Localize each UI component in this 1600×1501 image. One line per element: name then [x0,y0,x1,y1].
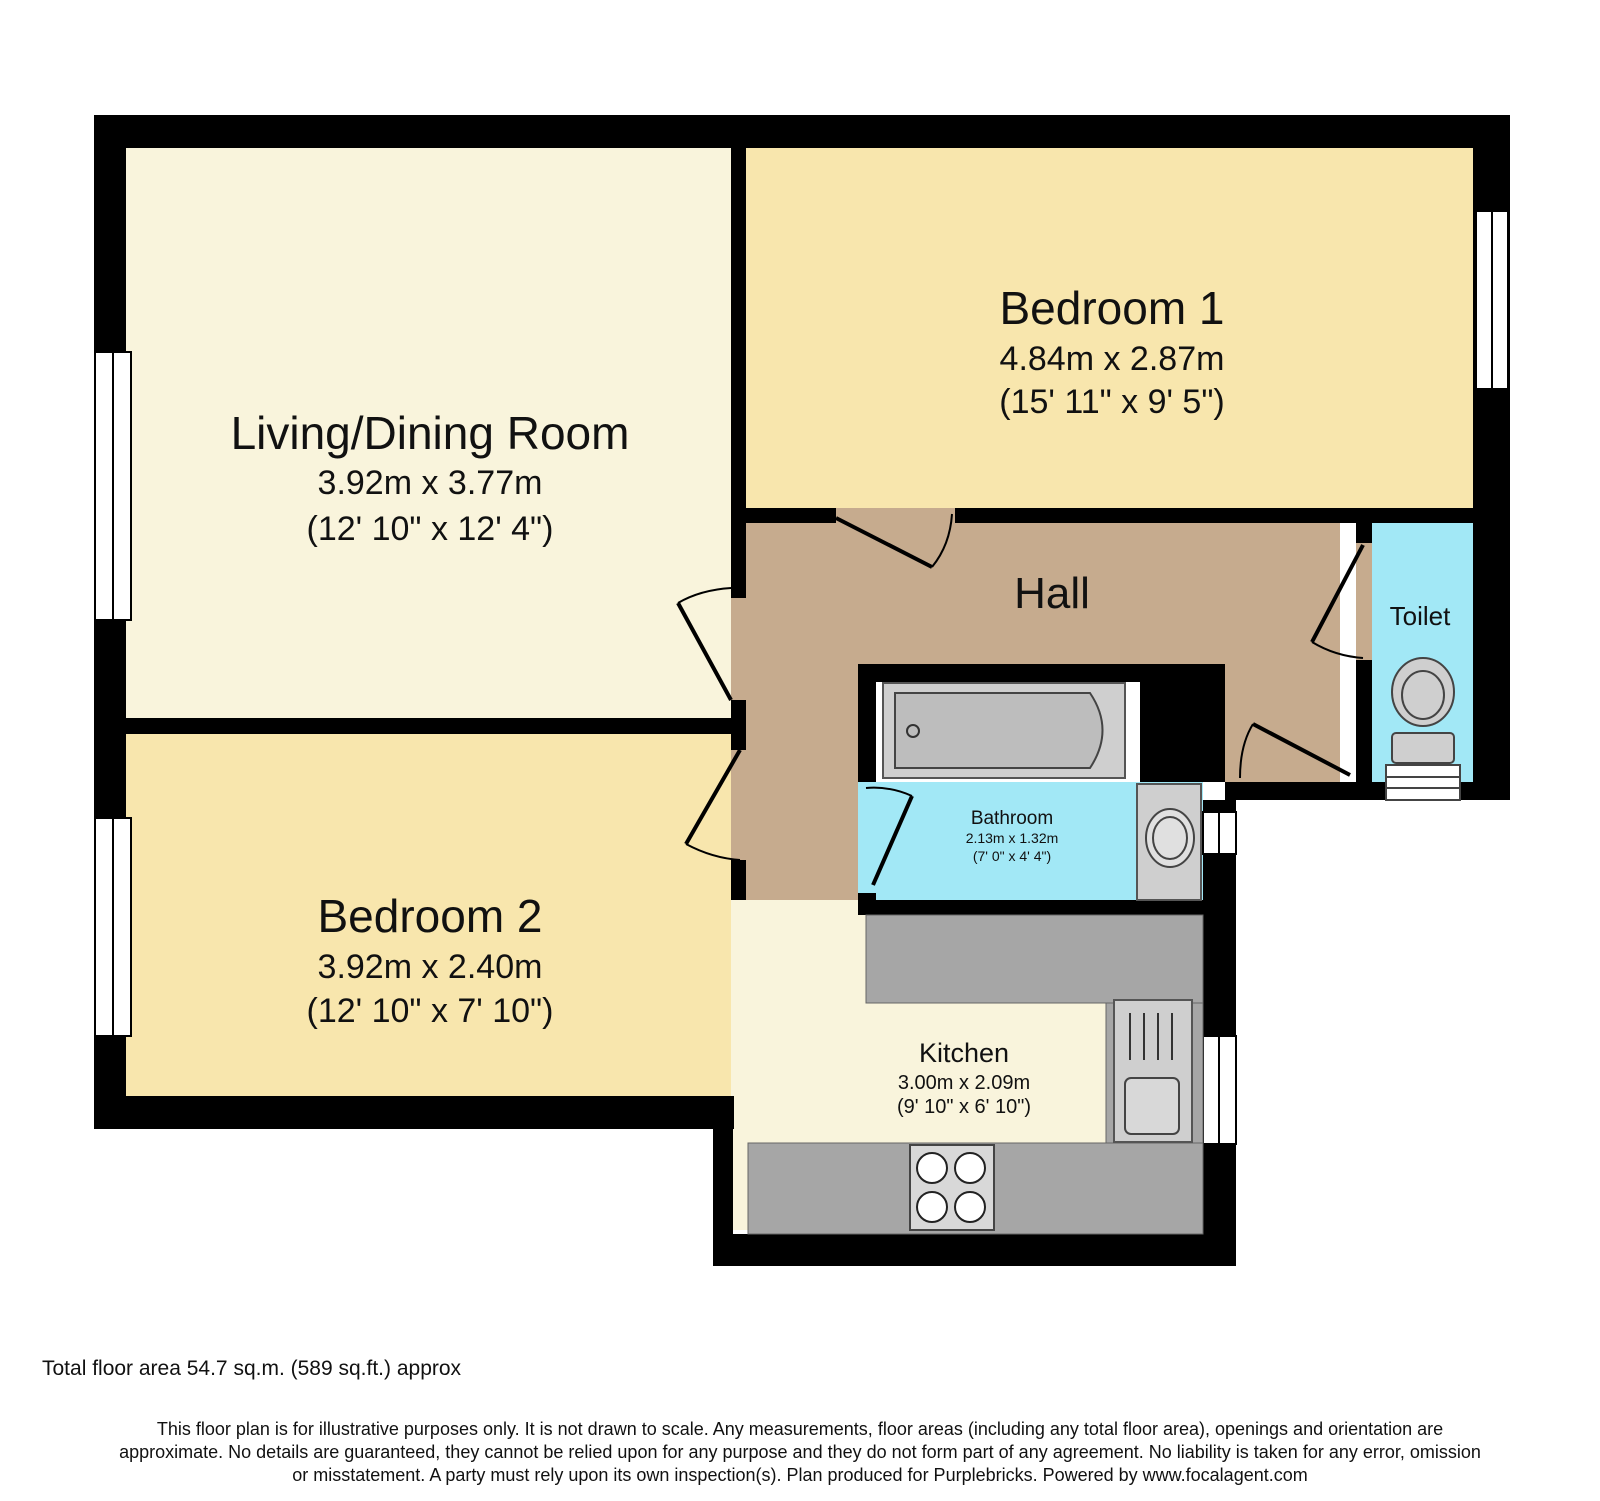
disclaimer-line: or misstatement. A party must rely upon its own inspection(s). Plan produced for Purplebricks. Powered by www.focalagent.com [292,1465,1308,1485]
bathroom-name: Bathroom [970,808,1054,829]
bedroom-2-name: Bedroom 2 [317,890,543,942]
bedroom-2-dims-ft: (12' 10" x 7' 10") [306,992,554,1030]
bathroom-dims-m: 2.13m x 1.32m [965,830,1059,846]
bedroom-2-dims-m: 3.92m x 2.40m [317,948,543,986]
kitchen-name: Kitchen [918,1038,1010,1068]
living-room-dims-ft: (12' 10" x 12' 4") [306,510,554,548]
disclaimer-line: This floor plan is for illustrative purposes only. It is not drawn to scale. Any measurements, floor areas (including any total floor area), openings and orientation are [156,1419,1444,1439]
bathroom-dims-ft: (7' 0" x 4' 4") [972,848,1052,864]
hall-name: Hall [1014,569,1090,618]
total-floor-area: Total floor area 54.7 sq.m. (589 sq.ft.) approx [42,1357,462,1380]
bedroom-1-dims-ft: (15' 11" x 9' 5") [999,383,1225,421]
living-room-name: Living/Dining Room [230,407,630,459]
disclaimer [30,1418,1570,1487]
toilet-name: Toilet [1389,601,1451,631]
washbasin [1137,784,1201,900]
sink [1114,1000,1192,1142]
bath-tub [883,683,1125,778]
hob [910,1145,994,1230]
kitchen-dims-m: 3.00m x 2.09m [897,1072,1031,1094]
bedroom-1-dims-m: 4.84m x 2.87m [999,340,1225,378]
bedroom-1-name: Bedroom 1 [999,282,1225,334]
kitchen-dims-ft: (9' 10" x 6' 10") [896,1096,1032,1118]
disclaimer-line: approximate. No details are guaranteed, they cannot be relied upon for any purpose and they do not form part of any agreement. No liability is taken for any error, omission [119,1442,1481,1462]
living-room-dims-m: 3.92m x 3.77m [317,464,543,502]
